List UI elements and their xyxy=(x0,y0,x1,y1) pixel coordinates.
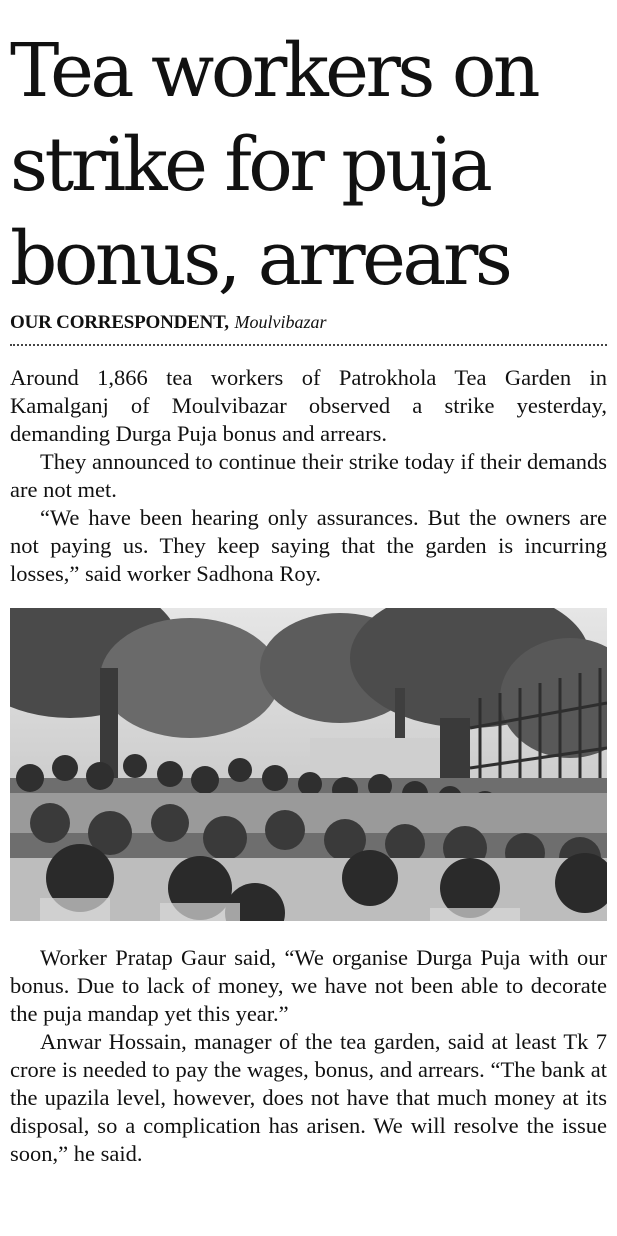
news-photo xyxy=(10,608,607,921)
article-body-bottom xyxy=(10,944,607,1168)
paragraph-4: Worker Pratap Gaur said, “We organise Durga Puja with our bonus. Due to lack of money, we have not been able to decorate the puja mandap yet this year.” xyxy=(10,945,607,1026)
headline xyxy=(10,24,610,306)
byline-author: OUR CORRESPONDENT, xyxy=(10,312,229,333)
paragraph-3: “We have been hearing only assurances. But the owners are not paying us. They keep saying that the garden is incurring losses,” said worker Sadhona Roy. xyxy=(10,505,607,586)
paragraph-1: Around 1,866 tea workers of Patrokhola Tea Garden in Kamalganj of Moulvibazar observed a strike yesterday, demanding Durga Puja bonus and arrears. xyxy=(10,365,607,446)
paragraph-5: Anwar Hossain, manager of the tea garden, said at least Tk 7 crore is needed to pay the wages, bonus, and arrears. “The bank at the upazila level, however, does not have that much money at its disposal, so a complication has arisen. We will resolve the issue soon,” he said. xyxy=(10,1029,607,1166)
dotted-divider xyxy=(10,344,607,346)
headline-line-1: Tea workers on xyxy=(10,28,538,114)
headline-line-3: bonus, arrears xyxy=(10,216,510,302)
article-body-top xyxy=(10,364,607,588)
crowd-photo-illustration xyxy=(10,608,607,921)
headline-line-2: strike for puja xyxy=(10,122,490,208)
byline-location: Moulvibazar xyxy=(234,312,327,332)
paragraph-2: They announced to continue their strike today if their demands are not met. xyxy=(10,449,607,502)
byline xyxy=(10,311,327,334)
